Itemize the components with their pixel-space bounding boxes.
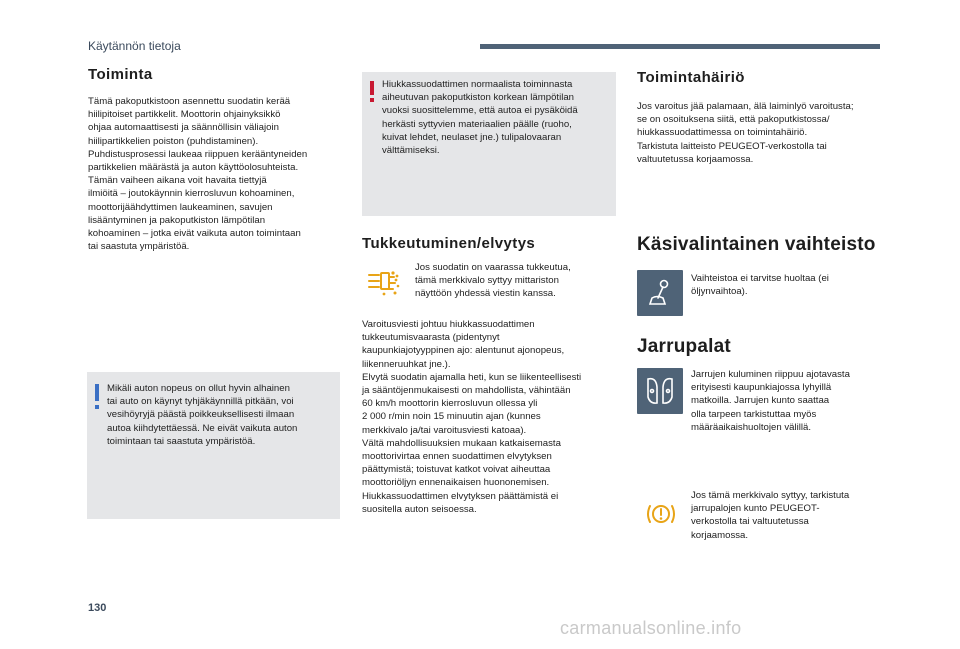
- tukkeutuminen-heading: Tukkeutuminen/elvytys: [362, 235, 536, 252]
- warning-exclamation-dot: [370, 98, 374, 102]
- info-note-box: [87, 372, 340, 519]
- brake-pads-icon: [637, 368, 683, 414]
- toiminta-heading: Toiminta: [88, 66, 153, 83]
- particle-filter-warning-text: Jos suodatin on vaarassa tukkeutua, tämä merkkivalo syttyy mittariston näyttöön yhdessä viestin kanssa.: [415, 262, 571, 300]
- warning-note-box: [362, 72, 616, 216]
- toiminta-body: Tämä pakoputkistoon asennettu suodatin kerää hiilipitoiset partikkelit. Moottorin ohjainyksikkö ohjaa automaattisesti ja säännöllisin väliajoin hiilipartikkelien poiston (puhdistaminen). Puhdistusprosessi laukeaa riippuen kerääntyneiden partikkelien määrästä ja auton käyttöolosuhteista. Tämän vaiheen aikana voit havaita tiettyjä ilmiöitä – joutokäynnin kierrosluvun kohoaminen, moottorijäähdyttimen laukeaminen, savujen lisääntyminen ja pakoputkiston lämpötilan kohoaminen – jotka eivät vaikuta auton toimintaan tai saastuta ympäristöä.: [88, 96, 308, 253]
- watermark: carmanualsonline.info: [560, 618, 742, 638]
- brake-wear-warning-text: Jos tämä merkkivalo syttyy, tarkistuta jarrupalojen kunto PEUGEOT- verkostolla tai valtuutetussa korjaamossa.: [691, 490, 850, 541]
- brake-wear-warning-icon: [644, 500, 678, 528]
- section-header-title: Käytännön tietoja: [88, 39, 181, 53]
- jarrupalat-text: Jarrujen kuluminen riippuu ajotavasta erityisesti kaupunkiajossa lyhyillä matkoilla. Jarrujen kunto saattaa olla tarpeen tarkistuttaa myös määräaikaishuoltojen välillä.: [691, 369, 850, 433]
- vaihteisto-text: Vaihteistoa ei tarvitse huoltaa (ei öljynvaihtoa).: [691, 273, 829, 298]
- info-icon-stem: [95, 405, 99, 409]
- gear-lever-icon: [637, 270, 683, 316]
- toimintahairio-heading: Toimintahäiriö: [637, 69, 745, 86]
- info-note-text: Mikäli auton nopeus on ollut hyvin alhainen tai auto on käynyt tyhjäkäynnillä pitkään, voi vesihöyryjä päästä poikkeuksellisesti ilmaan autoa kiihdytettäessä. Ne eivät vaikuta auton toimintaan tai saastuta ympäristöä.: [107, 383, 298, 447]
- jarrupalat-heading: Jarrupalat: [637, 336, 731, 357]
- warning-note-text: Hiukkassuodattimen normaalista toiminnasta aiheutuvan pakoputkiston korkean lämpötilan vuoksi suosittelemme, että autoa ei pysäköidä herkästi syttyvien materiaalien päälle (ruoho, kuivat lehdet, neulaset jne.) tulipalovaaran välttämiseksi.: [382, 79, 578, 157]
- particle-filter-warning-icon: [364, 264, 402, 302]
- warning-exclamation-icon: [370, 81, 374, 95]
- info-icon: [95, 384, 99, 401]
- vaihteisto-heading: Käsivalintainen vaihteisto: [637, 234, 876, 255]
- page-number: 130: [88, 602, 107, 614]
- tukkeutuminen-body: Varoitusviesti johtuu hiukkassuodattimen tukkeutumisvaarasta (pidentynyt kaupunkiajotyyppinen ajo: alentunut ajonopeus, liikenneruuhkat jne.). Elvytä suodatin ajamalla heti, kun se liikenteellisesti ja sääntöjenmukaisesti on mahdollista, vähintään 60 km/h moottorin kierrosluvun ollessa yli 2 000 r/min noin 15 minuutin ajan (kunnes merkkivalo ja/tai varoitusviesti katoaa). Vältä mahdollisuuksien mukaan katkaisemasta moottorivirtaa ennen suodattimen elvytyksen päättymistä; toistuvat katkot voivat aiheuttaa moottoriöljyn ennenaikaisen huononemisen. Hiukkassuodattimen elvytyksen päättämistä ei suositella auton seisoessa.: [362, 319, 582, 515]
- toimintahairio-body: Jos varoitus jää palamaan, älä laiminlyö varoitusta; se on osoituksena siitä, että pakoputkistossa/ hiukkassuodattimessa on toimintahäiriö. Tarkistuta laitteisto PEUGEOT-verkostolla tai valtuutetussa korjaamossa.: [637, 101, 854, 165]
- header-divider-bar: [480, 44, 880, 49]
